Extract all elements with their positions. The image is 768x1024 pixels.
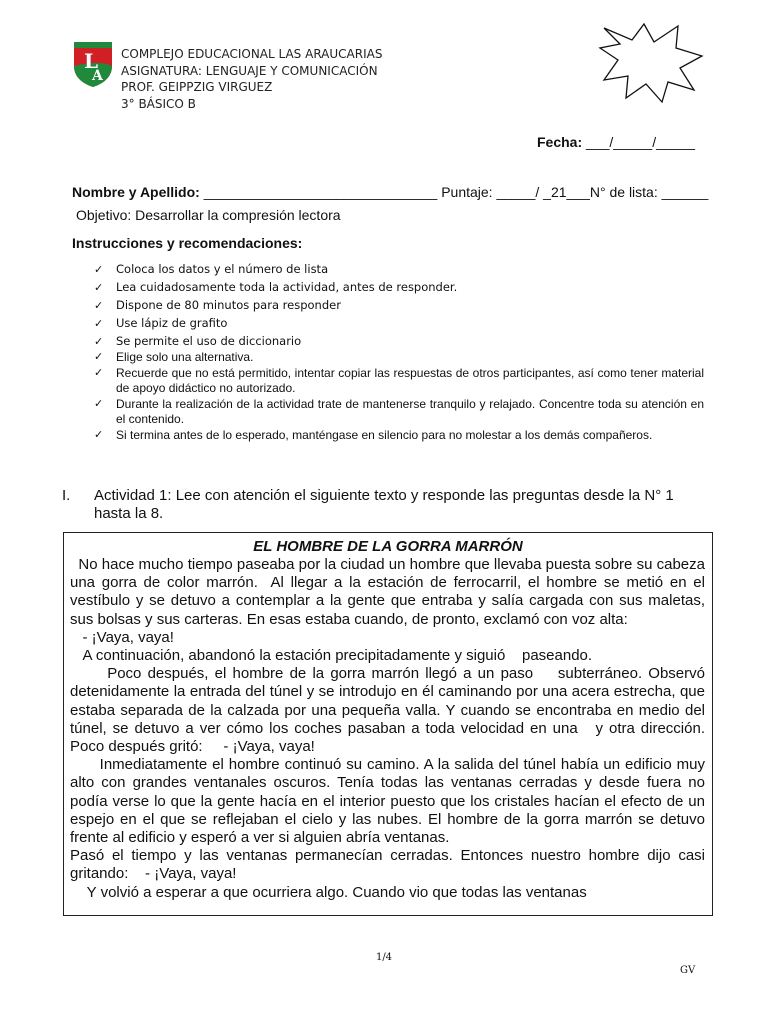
instruction-item: ✓ Recuerde que no está permitido, intentar copiar las respuestas de otros participantes, así como tener material de apoyo didáctico no autorizado. <box>94 366 704 395</box>
check-icon: ✓ <box>94 299 104 312</box>
name-label: Nombre y Apellido: <box>72 184 200 200</box>
story-paragraph: Inmediatamente el hombre continuó su camino. A la salida del túnel había un edificio muy alto con grandes ventanales oscuros. Tenía todas las ventanas cerradas y desde fuera no podía verse lo que la gente hacía en el interior puesto que los cristales hacían el efecto de un espejo en el que se reflejaban el cielo y las nubes. El hombre de la gorra marrón se detuvo frente al edificio y esperó a ver si alguien abría ventanas. <box>70 756 714 847</box>
objective: Objetivo: Desarrollar la compresión lectora <box>76 207 341 223</box>
story-paragraph: Poco después, el hombre de la gorra marrón llegó a un paso subterráneo. Observó detenidamente la entrada del túnel y se introdujo en él caminando por una acera estrecha, que estaba separada de la calzada por una pequeña valla. Y cuando se encontraba en medio del túnel, se detuvo a ver cómo los coches pasaban a toda velocidad en una y otra dirección. Poco después gritó: - ¡Vaya, vaya! <box>70 665 710 756</box>
school-header <box>121 46 382 112</box>
story-title: EL HOMBRE DE LA GORRA MARRÓN <box>253 538 523 555</box>
instruction-item: ✓ Use lápiz de grafito <box>94 316 228 330</box>
story-text <box>70 556 714 902</box>
grade-line: 3° BÁSICO B <box>121 96 196 111</box>
score-and-list-number: Puntaje: _____/ _21___N° de lista: ______ <box>437 184 709 200</box>
date-field <box>537 134 695 150</box>
svg-text:A: A <box>92 68 103 84</box>
footer-initials: GV <box>680 965 696 976</box>
student-info-line <box>72 184 708 200</box>
school-name: COMPLEJO EDUCACIONAL LAS ARAUCARIAS <box>121 47 383 61</box>
instruction-item: ✓ Elige solo una alternativa. <box>94 350 254 364</box>
story-paragraph: Y volvió a esperar a que ocurriera algo. Cuando vio que todas las ventanas <box>70 883 587 901</box>
check-icon: ✓ <box>94 317 104 330</box>
check-icon: ✓ <box>94 367 104 379</box>
instruction-item: ✓ Coloca los datos y el número de lista <box>94 262 329 276</box>
check-icon: ✓ <box>94 351 104 363</box>
instructions-list <box>94 262 704 446</box>
check-icon: ✓ <box>94 263 104 276</box>
date-label: Fecha: <box>537 134 583 150</box>
instruction-item: ✓ Lea cuidadosamente toda la actividad, antes de responder. <box>94 280 458 294</box>
svg-text:L: L <box>84 49 99 73</box>
story-paragraph: Pasó el tiempo y las ventanas permanecían cerradas. Entonces nuestro hombre dijo casi gritando: - ¡Vaya, vaya! <box>70 847 710 883</box>
check-icon: ✓ <box>94 281 104 294</box>
teacher-line: PROF. GEIPPZIG VIRGUEZ <box>121 80 273 94</box>
story-paragraph: No hace mucho tiempo paseaba por la ciudad un hombre que llevaba puesta sobre su cabeza una gorra de color marrón. Al llegar a la estación de ferrocarril, el hombre se metió en el vestíbulo y se detuvo a contemplar a la gente que entraba y salía cargada con sus maletas, sus bolsas y sus carteras. En esas estaba cuando, de pronto, exclamó con voz alta: <box>70 556 710 628</box>
check-icon: ✓ <box>94 335 104 348</box>
instruction-item: ✓ Se permite el uso de diccionario <box>94 334 302 348</box>
activity-number: I. <box>62 487 71 504</box>
date-blank: ___/_____/_____ <box>582 134 696 150</box>
page-number: 1/4 <box>375 952 393 963</box>
activity-instruction: Actividad 1: Lee con atención el siguiente texto y responde las preguntas desde la N° 1 hasta la 8. <box>94 487 674 522</box>
instruction-item: ✓ Durante la realización de la actividad trate de mantenerse tranquilo y relajado. Concentre toda su atención en el contenido. <box>94 397 704 426</box>
check-icon: ✓ <box>94 429 104 441</box>
story-paragraph: A continuación, abandonó la estación precipitadamente y siguió paseando. <box>70 647 593 665</box>
instruction-item: ✓ Si termina antes de lo esperado, manténgase en silencio para no molestar a los demás compañeros. <box>94 428 653 442</box>
instruction-item: ✓ Dispone de 80 minutos para responder <box>94 298 341 312</box>
check-icon: ✓ <box>94 398 104 410</box>
starburst-shape <box>598 20 708 106</box>
instructions-title: Instrucciones y recomendaciones: <box>72 235 303 251</box>
name-blank: ______________________________ <box>199 184 438 200</box>
school-logo-icon <box>70 40 116 88</box>
story-paragraph: - ¡Vaya, vaya! <box>70 628 174 646</box>
subject-line: ASIGNATURA: LENGUAJE Y COMUNICACIÓN <box>121 63 378 78</box>
